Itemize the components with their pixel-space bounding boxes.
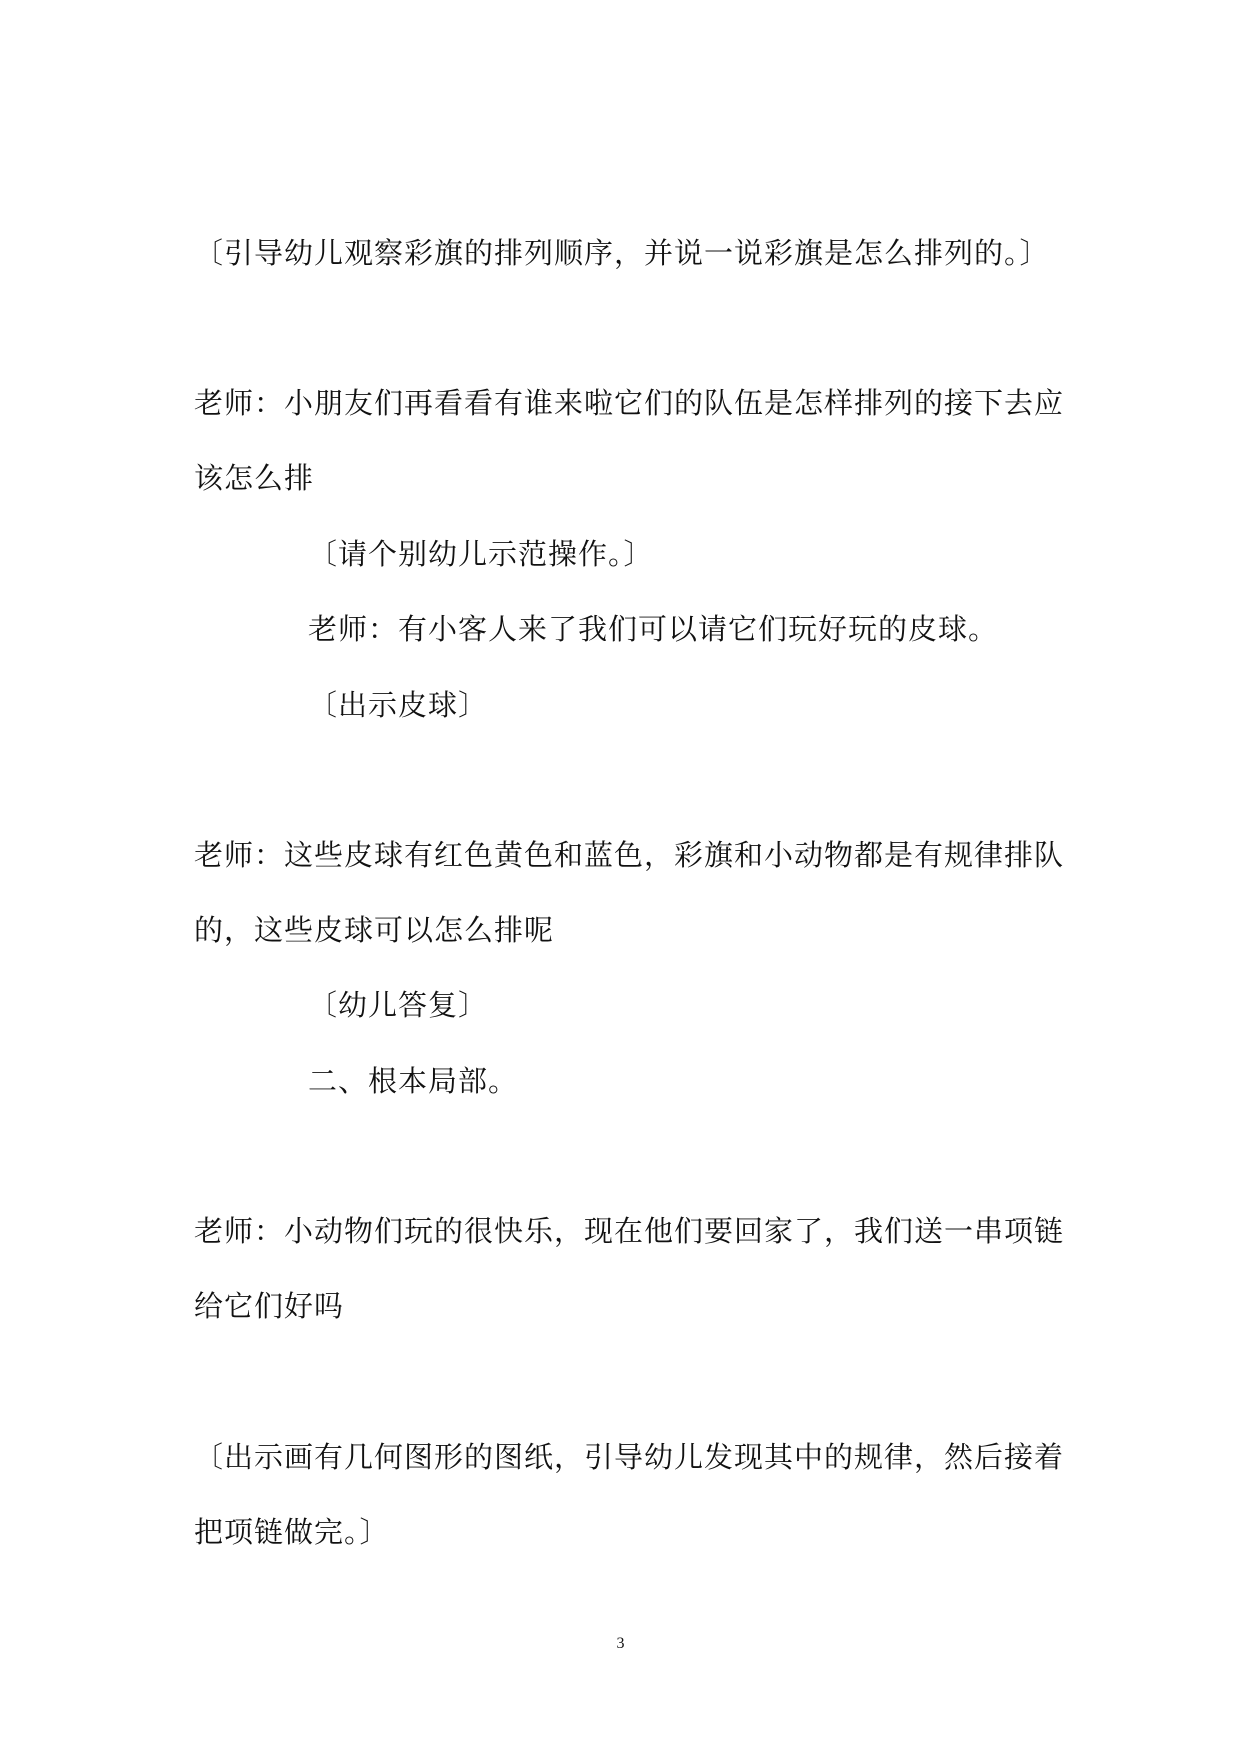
instruction-show-drawing: 〔出示画有几何图形的图纸，引导幼儿发现其中的规律，然后接着 (194, 1440, 1065, 1474)
teacher-line-queue-question: 老师：小朋友们再看看有谁来啦它们的队伍是怎样排列的接下去应 (194, 386, 1065, 420)
instruction-children-answer: 〔幼儿答复〕 (308, 988, 489, 1022)
teacher-line-balls: 老师：这些皮球有红色黄色和蓝色，彩旗和小动物都是有规律排队 (194, 838, 1065, 872)
teacher-line-balls-cont: 的，这些皮球可以怎么排呢 (194, 913, 555, 947)
instruction-observe-flags: 〔引导幼儿观察彩旗的排列顺序，并说一说彩旗是怎么排列的。〕 (194, 236, 1050, 270)
instruction-show-ball: 〔出示皮球〕 (308, 688, 489, 722)
teacher-line-necklace-cont: 给它们好吗 (194, 1289, 345, 1323)
teacher-line-queue-question-cont: 该怎么排 (194, 461, 315, 495)
section-heading-basic: 二、根本局部。 (308, 1064, 519, 1098)
teacher-line-guests: 老师：有小客人来了我们可以请它们玩好玩的皮球。 (308, 612, 999, 646)
instruction-show-drawing-cont: 把项链做完。〕 (194, 1515, 390, 1549)
instruction-demo: 〔请个别幼儿示范操作。〕 (308, 537, 654, 571)
teacher-line-necklace: 老师：小动物们玩的很快乐，现在他们要回家了，我们送一串项链 (194, 1214, 1065, 1248)
page-number: 3 (616, 1635, 625, 1652)
